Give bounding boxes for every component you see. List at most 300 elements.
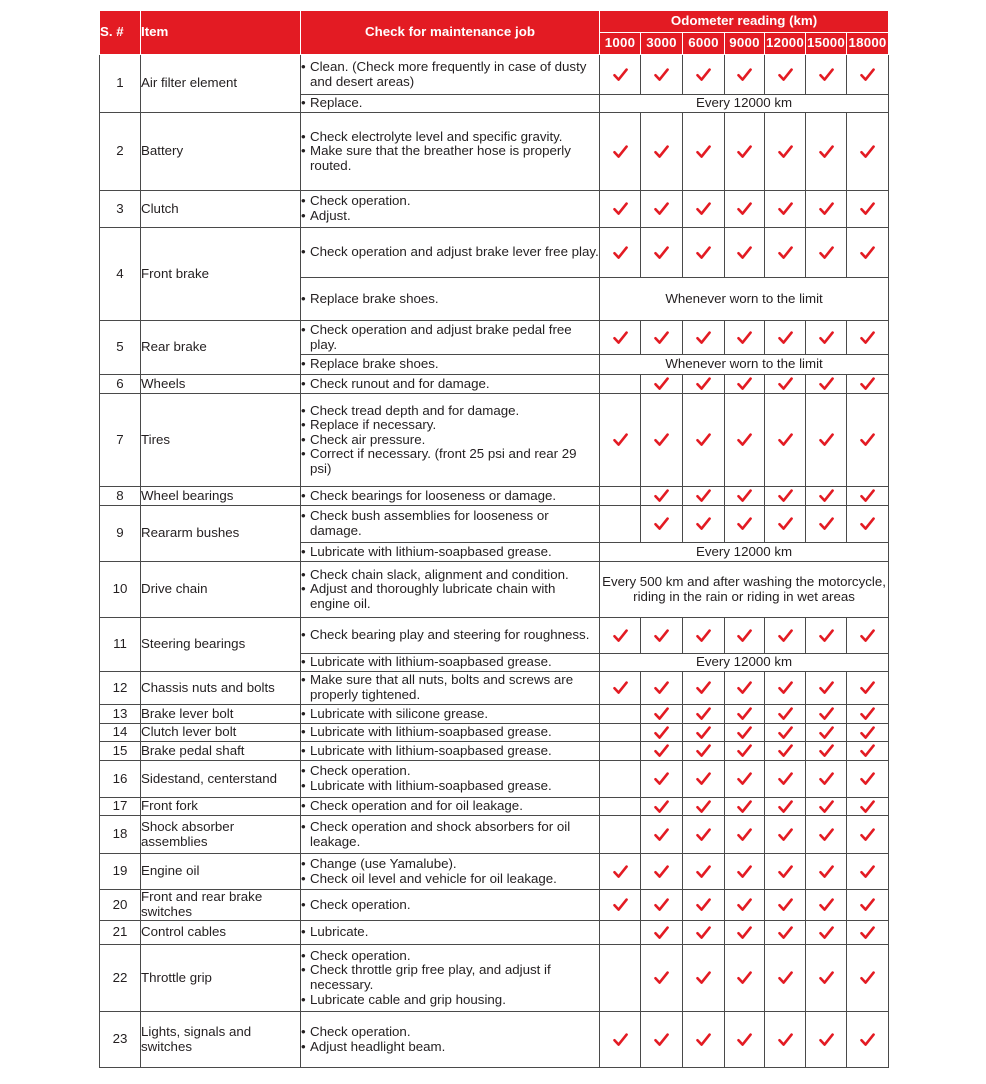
check-mark-icon — [696, 68, 711, 82]
check-mark-icon — [654, 828, 669, 842]
maintenance-job — [301, 742, 600, 761]
schedule-cell — [725, 618, 765, 654]
schedule-cell — [806, 113, 847, 191]
schedule-cell — [641, 394, 683, 487]
check-mark-icon — [654, 489, 669, 503]
schedule-cell — [806, 375, 847, 394]
job-line: • Replace brake shoes. — [301, 357, 599, 372]
check-mark-icon — [819, 828, 834, 842]
schedule-cell — [765, 228, 806, 278]
header-item: Item — [141, 11, 301, 55]
maintenance-job — [301, 618, 600, 654]
schedule-cell — [725, 798, 765, 816]
job-line: • Check electrolyte level and specific gravity. — [301, 130, 599, 145]
schedule-cell — [600, 191, 641, 228]
schedule-cell — [765, 890, 806, 921]
row-number: 2 — [100, 113, 141, 191]
check-mark-icon — [696, 800, 711, 814]
job-line: • Adjust headlight beam. — [301, 1040, 599, 1055]
schedule-cell — [600, 487, 641, 506]
job-line: • Check chain slack, alignment and condition. — [301, 568, 599, 583]
check-mark-icon — [654, 433, 669, 447]
check-mark-icon — [860, 681, 875, 695]
schedule-cell — [725, 321, 765, 355]
job-line: • Check operation and shock absorbers for oil leakage. — [301, 820, 599, 849]
schedule-cell — [641, 854, 683, 890]
schedule-cell — [600, 705, 641, 724]
schedule-cell — [806, 321, 847, 355]
item-name: Front fork — [141, 798, 301, 816]
row-number: 23 — [100, 1012, 141, 1068]
schedule-cell — [725, 1012, 765, 1068]
check-mark-icon — [737, 1033, 752, 1047]
maintenance-job — [301, 562, 600, 618]
job-line: • Check operation. — [301, 898, 599, 913]
maintenance-job — [301, 654, 600, 672]
check-mark-icon — [737, 377, 752, 391]
schedule-cell — [847, 506, 889, 543]
check-mark-icon — [819, 1033, 834, 1047]
schedule-cell — [600, 921, 641, 945]
job-line: • Lubricate with lithium-soapbased grease. — [301, 655, 599, 670]
schedule-cell — [600, 945, 641, 1012]
schedule-cell — [683, 321, 725, 355]
item-name: Reararm bushes — [141, 506, 301, 562]
row-number: 18 — [100, 816, 141, 854]
check-mark-icon — [737, 629, 752, 643]
check-mark-icon — [819, 926, 834, 940]
schedule-cell — [806, 921, 847, 945]
check-mark-icon — [778, 68, 793, 82]
table-row — [100, 228, 889, 278]
schedule-cell — [641, 618, 683, 654]
check-mark-icon — [860, 865, 875, 879]
table-row — [100, 113, 889, 191]
check-mark-icon — [860, 517, 875, 531]
check-mark-icon — [778, 377, 793, 391]
schedule-cell — [683, 672, 725, 705]
schedule-cell — [600, 761, 641, 798]
schedule-cell — [806, 798, 847, 816]
check-mark-icon — [819, 971, 834, 985]
job-line: • Check operation. — [301, 764, 599, 779]
check-mark-icon — [613, 898, 628, 912]
schedule-cell — [683, 618, 725, 654]
check-mark-icon — [654, 202, 669, 216]
check-mark-icon — [860, 828, 875, 842]
check-mark-icon — [819, 681, 834, 695]
schedule-cell — [847, 724, 889, 742]
item-name: Air filter element — [141, 55, 301, 113]
job-line: • Adjust and thoroughly lubricate chain with engine oil. — [301, 582, 599, 611]
schedule-cell — [683, 191, 725, 228]
table-row — [100, 890, 889, 921]
item-name: Wheel bearings — [141, 487, 301, 506]
schedule-cell — [683, 921, 725, 945]
check-mark-icon — [860, 629, 875, 643]
item-name: Lights, signals and switches — [141, 1012, 301, 1068]
check-mark-icon — [819, 489, 834, 503]
schedule-cell — [600, 618, 641, 654]
row-number: 5 — [100, 321, 141, 375]
table-row — [100, 672, 889, 705]
row-number: 16 — [100, 761, 141, 798]
job-line: • Check operation and adjust brake pedal free play. — [301, 323, 599, 352]
schedule-cell — [806, 854, 847, 890]
check-mark-icon — [613, 68, 628, 82]
item-name: Clutch lever bolt — [141, 724, 301, 742]
schedule-cell — [765, 724, 806, 742]
item-name: Tires — [141, 394, 301, 487]
check-mark-icon — [654, 145, 669, 159]
schedule-cell — [847, 921, 889, 945]
schedule-cell — [641, 798, 683, 816]
schedule-cell — [641, 228, 683, 278]
schedule-cell — [725, 672, 765, 705]
check-mark-icon — [696, 898, 711, 912]
check-mark-icon — [778, 772, 793, 786]
schedule-cell — [806, 672, 847, 705]
check-mark-icon — [654, 1033, 669, 1047]
maintenance-job — [301, 705, 600, 724]
check-mark-icon — [696, 331, 711, 345]
table-row — [100, 487, 889, 506]
check-mark-icon — [819, 865, 834, 879]
schedule-cell — [683, 55, 725, 95]
check-mark-icon — [778, 744, 793, 758]
check-mark-icon — [737, 971, 752, 985]
schedule-cell — [847, 705, 889, 724]
check-mark-icon — [737, 707, 752, 721]
schedule-cell — [847, 191, 889, 228]
schedule-cell — [683, 742, 725, 761]
row-number: 21 — [100, 921, 141, 945]
schedule-cell — [600, 672, 641, 705]
table-row — [100, 506, 889, 543]
check-mark-icon — [819, 68, 834, 82]
schedule-cell — [847, 113, 889, 191]
check-mark-icon — [778, 865, 793, 879]
schedule-cell — [847, 618, 889, 654]
check-mark-icon — [860, 926, 875, 940]
maintenance-job — [301, 228, 600, 278]
check-mark-icon — [819, 744, 834, 758]
check-mark-icon — [696, 377, 711, 391]
schedule-cell — [683, 854, 725, 890]
job-line: • Replace brake shoes. — [301, 292, 599, 307]
schedule-cell — [725, 921, 765, 945]
schedule-cell — [847, 394, 889, 487]
table-row — [100, 945, 889, 1012]
check-mark-icon — [819, 331, 834, 345]
schedule-cell — [600, 854, 641, 890]
schedule-cell — [725, 945, 765, 1012]
check-mark-icon — [737, 865, 752, 879]
schedule-cell — [806, 724, 847, 742]
check-mark-icon — [737, 681, 752, 695]
maintenance-job — [301, 394, 600, 487]
schedule-cell — [683, 798, 725, 816]
check-mark-icon — [696, 865, 711, 879]
schedule-cell — [641, 55, 683, 95]
schedule-cell — [725, 724, 765, 742]
check-mark-icon — [696, 246, 711, 260]
check-mark-icon — [613, 331, 628, 345]
schedule-cell — [847, 672, 889, 705]
check-mark-icon — [696, 202, 711, 216]
maintenance-job — [301, 854, 600, 890]
interval-note: Every 12000 km — [600, 543, 889, 562]
schedule-cell — [641, 890, 683, 921]
check-mark-icon — [860, 331, 875, 345]
check-mark-icon — [737, 926, 752, 940]
job-line: • Check bearing play and steering for roughness. — [301, 628, 599, 643]
schedule-cell — [641, 113, 683, 191]
schedule-cell — [847, 55, 889, 95]
schedule-cell — [806, 705, 847, 724]
check-mark-icon — [778, 517, 793, 531]
check-mark-icon — [860, 898, 875, 912]
check-mark-icon — [860, 1033, 875, 1047]
row-number: 10 — [100, 562, 141, 618]
check-mark-icon — [654, 898, 669, 912]
schedule-cell — [725, 394, 765, 487]
check-mark-icon — [860, 744, 875, 758]
check-mark-icon — [819, 772, 834, 786]
job-line: • Check tread depth and for damage. — [301, 404, 599, 419]
schedule-cell — [847, 761, 889, 798]
check-mark-icon — [860, 68, 875, 82]
check-mark-icon — [778, 202, 793, 216]
maintenance-job — [301, 355, 600, 375]
maintenance-job — [301, 278, 600, 321]
schedule-cell — [600, 816, 641, 854]
schedule-cell — [847, 375, 889, 394]
header-col-3000: 3000 — [641, 33, 683, 55]
schedule-cell — [806, 487, 847, 506]
job-line: • Replace if necessary. — [301, 418, 599, 433]
item-name: Shock absorber assemblies — [141, 816, 301, 854]
check-mark-icon — [819, 707, 834, 721]
row-number: 3 — [100, 191, 141, 228]
check-mark-icon — [860, 433, 875, 447]
item-name: Rear brake — [141, 321, 301, 375]
schedule-cell — [765, 375, 806, 394]
check-mark-icon — [737, 331, 752, 345]
item-name: Wheels — [141, 375, 301, 394]
schedule-cell — [683, 506, 725, 543]
table-row — [100, 705, 889, 724]
schedule-cell — [765, 113, 806, 191]
schedule-cell — [600, 890, 641, 921]
check-mark-icon — [778, 629, 793, 643]
schedule-cell — [683, 228, 725, 278]
row-number: 12 — [100, 672, 141, 705]
maintenance-job — [301, 890, 600, 921]
schedule-cell — [641, 321, 683, 355]
maintenance-job — [301, 761, 600, 798]
maintenance-schedule — [99, 10, 888, 1068]
check-mark-icon — [819, 433, 834, 447]
check-mark-icon — [696, 517, 711, 531]
job-line: • Check air pressure. — [301, 433, 599, 448]
schedule-cell — [847, 798, 889, 816]
schedule-cell — [600, 228, 641, 278]
table-row — [100, 618, 889, 654]
item-name: Steering bearings — [141, 618, 301, 672]
schedule-cell — [765, 705, 806, 724]
job-line: • Check bush assemblies for looseness or damage. — [301, 509, 599, 538]
header-odometer: Odometer reading (km) — [600, 11, 889, 33]
maintenance-table — [99, 10, 889, 1068]
schedule-cell — [847, 321, 889, 355]
check-mark-icon — [819, 726, 834, 740]
check-mark-icon — [778, 971, 793, 985]
maintenance-job — [301, 506, 600, 543]
schedule-cell — [725, 191, 765, 228]
check-mark-icon — [654, 681, 669, 695]
row-number: 13 — [100, 705, 141, 724]
schedule-cell — [725, 761, 765, 798]
job-line: • Correct if necessary. (front 25 psi and rear 29 psi) — [301, 447, 599, 476]
schedule-cell — [641, 945, 683, 1012]
check-mark-icon — [737, 828, 752, 842]
check-mark-icon — [654, 331, 669, 345]
check-mark-icon — [778, 800, 793, 814]
check-mark-icon — [737, 246, 752, 260]
table-row — [100, 375, 889, 394]
maintenance-job — [301, 945, 600, 1012]
check-mark-icon — [696, 489, 711, 503]
job-line: • Lubricate with lithium-soapbased grease. — [301, 725, 599, 740]
table-row — [100, 921, 889, 945]
check-mark-icon — [778, 828, 793, 842]
job-line: • Clean. (Check more frequently in case of dusty and desert areas) — [301, 60, 599, 89]
row-number: 22 — [100, 945, 141, 1012]
item-name: Sidestand, centerstand — [141, 761, 301, 798]
job-line: • Lubricate with lithium-soapbased grease. — [301, 545, 599, 560]
item-name: Brake lever bolt — [141, 705, 301, 724]
schedule-cell — [806, 506, 847, 543]
row-number: 17 — [100, 798, 141, 816]
check-mark-icon — [696, 926, 711, 940]
check-mark-icon — [778, 926, 793, 940]
job-line: • Make sure that all nuts, bolts and screws are properly tightened. — [301, 673, 599, 702]
item-name: Drive chain — [141, 562, 301, 618]
maintenance-job — [301, 543, 600, 562]
maintenance-job — [301, 55, 600, 95]
check-mark-icon — [860, 772, 875, 786]
check-mark-icon — [819, 246, 834, 260]
schedule-cell — [600, 1012, 641, 1068]
row-number: 15 — [100, 742, 141, 761]
header-col-1000: 1000 — [600, 33, 641, 55]
schedule-cell — [641, 487, 683, 506]
schedule-cell — [683, 1012, 725, 1068]
schedule-cell — [765, 854, 806, 890]
schedule-cell — [847, 890, 889, 921]
check-mark-icon — [737, 517, 752, 531]
check-mark-icon — [696, 744, 711, 758]
check-mark-icon — [860, 707, 875, 721]
check-mark-icon — [654, 971, 669, 985]
job-line: • Adjust. — [301, 209, 599, 224]
item-name: Throttle grip — [141, 945, 301, 1012]
schedule-cell — [806, 191, 847, 228]
job-line: • Lubricate with silicone grease. — [301, 707, 599, 722]
check-mark-icon — [654, 726, 669, 740]
table-row — [100, 798, 889, 816]
schedule-cell — [806, 1012, 847, 1068]
check-mark-icon — [613, 1033, 628, 1047]
schedule-cell — [765, 921, 806, 945]
schedule-cell — [847, 228, 889, 278]
check-mark-icon — [737, 800, 752, 814]
schedule-cell — [847, 816, 889, 854]
check-mark-icon — [778, 707, 793, 721]
job-line: • Lubricate with lithium-soapbased grease. — [301, 779, 599, 794]
check-mark-icon — [737, 772, 752, 786]
check-mark-icon — [819, 377, 834, 391]
check-mark-icon — [654, 629, 669, 643]
row-number: 20 — [100, 890, 141, 921]
interval-note: Whenever worn to the limit — [600, 278, 889, 321]
schedule-cell — [641, 742, 683, 761]
check-mark-icon — [696, 629, 711, 643]
schedule-cell — [765, 945, 806, 1012]
check-mark-icon — [737, 202, 752, 216]
header-sno: S. # — [100, 11, 141, 55]
schedule-cell — [765, 321, 806, 355]
check-mark-icon — [696, 433, 711, 447]
schedule-cell — [806, 761, 847, 798]
check-mark-icon — [737, 489, 752, 503]
interval-note: Every 12000 km — [600, 95, 889, 113]
check-mark-icon — [654, 772, 669, 786]
table-row — [100, 55, 889, 95]
check-mark-icon — [654, 744, 669, 758]
schedule-cell — [641, 816, 683, 854]
check-mark-icon — [860, 145, 875, 159]
schedule-cell — [683, 113, 725, 191]
check-mark-icon — [613, 202, 628, 216]
job-line: • Check operation. — [301, 194, 599, 209]
interval-note: Every 12000 km — [600, 654, 889, 672]
schedule-cell — [683, 705, 725, 724]
check-mark-icon — [778, 489, 793, 503]
item-name: Engine oil — [141, 854, 301, 890]
row-number: 8 — [100, 487, 141, 506]
schedule-cell — [806, 228, 847, 278]
check-mark-icon — [819, 517, 834, 531]
check-mark-icon — [696, 1033, 711, 1047]
schedule-cell — [600, 724, 641, 742]
table-row — [100, 321, 889, 355]
maintenance-job — [301, 921, 600, 945]
schedule-cell — [765, 506, 806, 543]
header-col-15000: 15000 — [806, 33, 847, 55]
schedule-cell — [683, 890, 725, 921]
item-name: Control cables — [141, 921, 301, 945]
schedule-cell — [725, 705, 765, 724]
table-row — [100, 854, 889, 890]
check-mark-icon — [696, 707, 711, 721]
table-row — [100, 724, 889, 742]
check-mark-icon — [613, 433, 628, 447]
schedule-body — [100, 55, 889, 1068]
schedule-cell — [600, 375, 641, 394]
check-mark-icon — [613, 629, 628, 643]
